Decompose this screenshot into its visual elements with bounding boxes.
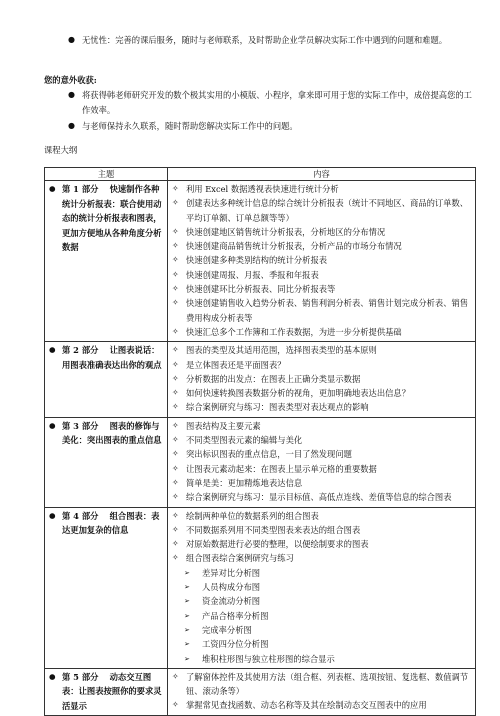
topic-cell: [45, 417, 168, 507]
item-marker: ✧: [172, 345, 179, 355]
item-marker: ✧: [172, 255, 179, 265]
topic-bullet: ●: [49, 420, 56, 430]
table-row: [45, 342, 476, 417]
list-item: [172, 490, 473, 504]
sub-list-item: [172, 609, 473, 623]
item-text: 掌握常见查找函数、动态名称等及其在绘制动态交互图表中的应用: [186, 700, 427, 711]
topic-cell: [45, 507, 168, 668]
item-text: 不同类型图表元素的编辑与美化: [186, 435, 303, 446]
item-marker: ✧: [172, 671, 179, 681]
list-item: [68, 33, 478, 48]
list-item: [172, 372, 473, 386]
item-marker: ✧: [172, 298, 179, 308]
item-text: 综合案例研究与练习：显示目标值、高低点连线、差值等信息的综合图表: [186, 492, 452, 503]
topic-bullet: ●: [49, 345, 56, 355]
item-marker: ➢: [184, 597, 190, 606]
table-row: [45, 181, 476, 342]
item-text: 人员构成分布图: [202, 582, 261, 593]
item-text: 快速创建销售收入趋势分析表、销售利润分析表、销售计划完成分析表、销售费用构成分析表等: [186, 298, 469, 323]
item-text: 对原始数据进行必要的整理，以便绘制要求的图表: [186, 539, 369, 550]
list-item: [172, 447, 473, 461]
topic: [45, 181, 167, 257]
list-item: [68, 88, 478, 117]
item-marker: ✧: [172, 553, 179, 563]
item-marker: ✧: [172, 326, 179, 336]
list-item: [172, 325, 473, 339]
topic-title: 第 3 部分 图表的修饰与美化：突出图表的重点信息: [62, 420, 162, 446]
item-text: 如何快速转换图表数据分析的视角，更加明确地表达出信息？: [186, 388, 411, 399]
item-text: 快速创建多种类别结构的统计分析报表: [186, 255, 328, 266]
list-item: [172, 419, 473, 433]
topic-title: 第 2 部分 让图表说话：用图表准确表达出你的观点: [62, 345, 162, 370]
item-text: 绘制两种单位的数据系列的组合图表: [186, 510, 319, 521]
topic: [45, 508, 167, 540]
list-item: [172, 523, 473, 537]
list-item: [172, 343, 473, 357]
topic-title: 第 4 部分 组合图表：表达更加复杂的信息: [62, 510, 160, 536]
item-marker: ✧: [172, 359, 179, 369]
bullet-marker: ●: [68, 121, 75, 131]
topic-bullet: ●: [49, 184, 56, 193]
list-item: [172, 433, 473, 447]
sub-list-item: [172, 566, 473, 580]
item-marker: ✧: [172, 388, 179, 398]
content-cell: [168, 342, 476, 417]
item-marker: ✧: [172, 184, 179, 193]
item-text: 分析数据的出发点：在图表上正确分类显示数据: [186, 373, 361, 384]
topic-title: 第 5 部分 动态交互图表：让图表按照你的要求灵活显示: [62, 671, 162, 711]
item-marker: ➢: [184, 654, 190, 663]
item-text: 创建表达多种统计信息的综合统计分析报表（统计不同地区、商品的订单数、平均订单额、订单总额等等）: [186, 198, 469, 223]
item-marker: ✧: [172, 524, 179, 534]
topic: [45, 418, 167, 450]
bullet-text: 将获得韩老师研究开发的数个极其实用的小模版、小程序，拿来即可用于您的实际工作中，成倍提高您的工作效率。: [82, 90, 472, 115]
content-cell: [168, 181, 476, 342]
sub-list-item: [172, 594, 473, 608]
item-text: 组合图表综合案例研究与练习: [186, 553, 294, 564]
list-item: [172, 509, 473, 523]
item-text: 快速创建商品销售统计分析报表，分析产品的市场分布情况: [186, 241, 402, 252]
item-text: 是立体图表还是平面图表？: [186, 359, 286, 370]
intro-bullet-list: [68, 33, 478, 48]
item-marker: ✧: [172, 463, 179, 473]
item-text: 差异对比分析图: [202, 567, 261, 578]
sub-list-item: [172, 652, 473, 666]
list-item: [172, 462, 473, 476]
topic-cell: [45, 181, 168, 342]
item-text: 产品合格率分析图: [202, 610, 269, 621]
item-marker: ✧: [172, 402, 179, 412]
list-item: [172, 698, 473, 712]
item-marker: ✧: [172, 373, 179, 383]
item-text: 快速创建地区销售统计分析报表，分析地区的分布情况: [186, 226, 386, 237]
table-row: [45, 417, 476, 507]
sub-list-item: [172, 623, 473, 637]
list-item: [172, 253, 473, 267]
item-marker: ✧: [172, 284, 179, 294]
item-marker: ➢: [184, 583, 190, 592]
bullet-text: 与老师保持永久联系，随时帮助您解决实际工作中的问题。: [82, 121, 298, 132]
item-marker: ✧: [172, 449, 179, 459]
bullet-text: 无忧性：完善的课后服务，随时与老师联系，及时帮助企业学员解决实际工作中遇到的问题和难题。: [82, 35, 448, 45]
item-marker: ✧: [172, 226, 179, 236]
topic-title: 第 1 部分 快速制作各种统计分析报表：联合使用动态的统计分析报表和图表，更加方便地从各种角度分析数据: [62, 184, 162, 252]
topic: [45, 342, 167, 374]
item-marker: ✧: [172, 198, 179, 208]
table-header-row: [45, 168, 476, 181]
outline-heading: 课程大纲: [44, 145, 78, 155]
item-text: 简单是美：更加精炼地表达信息: [186, 477, 303, 488]
list-item: [68, 119, 478, 134]
item-marker: ✧: [172, 241, 179, 251]
item-text: 完成率分析图: [202, 624, 252, 635]
content-cell: [168, 507, 476, 668]
list-item: [172, 182, 473, 196]
list-item: [172, 670, 473, 699]
table-row: [45, 668, 476, 716]
item-text: 图表结构及主要元素: [186, 420, 261, 431]
item-text: 不同数据系列用不同类型图表来表达的组合图表: [186, 524, 361, 535]
item-text: 快速创建环比分析报表、同比分析报表等: [186, 284, 336, 295]
topic-cell: [45, 668, 168, 716]
item-marker: ✧: [172, 510, 179, 520]
item-marker: ✧: [172, 435, 179, 445]
list-item: [172, 386, 473, 400]
item-marker: ✧: [172, 420, 179, 430]
list-item: [172, 268, 473, 282]
item-text: 快速创建周报、月报、季报和年报表: [186, 269, 319, 280]
list-item: [172, 196, 473, 225]
item-marker: ✧: [172, 492, 179, 502]
topic-bullet: ●: [49, 510, 56, 520]
topic-bullet: ●: [49, 671, 56, 681]
item-text: 让图表元素动起来：在图表上显示单元格的重要数据: [186, 463, 377, 474]
content-cell: [168, 417, 476, 507]
sub-list-item: [172, 637, 473, 651]
item-marker: ✧: [172, 700, 179, 710]
item-marker: ✧: [172, 539, 179, 549]
column-header-content: 内容: [168, 168, 476, 181]
list-item: [172, 551, 473, 565]
item-text: 利用 Excel 数据透视表快速进行统计分析: [186, 184, 339, 194]
item-text: 堆积柱形图与独立柱形图的综合显示: [202, 653, 335, 664]
course-outline-table: [44, 167, 476, 716]
content-list: [168, 181, 475, 341]
item-marker: ➢: [184, 640, 190, 649]
list-item: [172, 476, 473, 490]
item-text: 图表的类型及其适用范围，选择图表类型的基本原则: [186, 345, 377, 356]
content-list: [168, 418, 475, 507]
item-text: 快速汇总多个工作簿和工作表数据，为进一步分析提供基础: [186, 326, 402, 337]
list-item: [172, 239, 473, 253]
list-item: [172, 358, 473, 372]
item-marker: ➢: [184, 625, 190, 634]
list-item: [172, 537, 473, 551]
table-row: [45, 507, 476, 668]
list-item: [172, 225, 473, 239]
table-body: [45, 181, 476, 716]
item-marker: ✧: [172, 477, 179, 487]
item-text: 了解窗体控件及其使用方法（组合框、列表框、选项按钮、复选框、数值调节钮、滚动条等）: [186, 671, 469, 697]
gains-heading: 您的意外收获:: [44, 75, 97, 85]
gains-bullet-list: [68, 88, 478, 134]
item-text: 突出标识图表的重点信息，一目了然发现问题: [186, 449, 352, 460]
list-item: [172, 296, 473, 325]
item-text: 综合案例研究与练习：图表类型对表达观点的影响: [186, 402, 369, 413]
item-text: 资金流动分析图: [202, 596, 261, 607]
column-header-topic: 主题: [45, 168, 168, 181]
content-cell: [168, 668, 476, 716]
item-marker: ➢: [184, 611, 190, 620]
bullet-marker: ●: [68, 90, 75, 99]
content-list: [168, 508, 475, 668]
topic: [45, 669, 167, 716]
item-text: 工资四分位分析图: [202, 639, 269, 650]
bullet-marker: ●: [68, 35, 75, 44]
list-item: [172, 282, 473, 296]
item-marker: ✧: [172, 269, 179, 279]
item-marker: ➢: [184, 568, 190, 577]
sub-list-item: [172, 580, 473, 594]
list-item: [172, 400, 473, 414]
content-list: [168, 342, 475, 416]
topic-cell: [45, 342, 168, 417]
